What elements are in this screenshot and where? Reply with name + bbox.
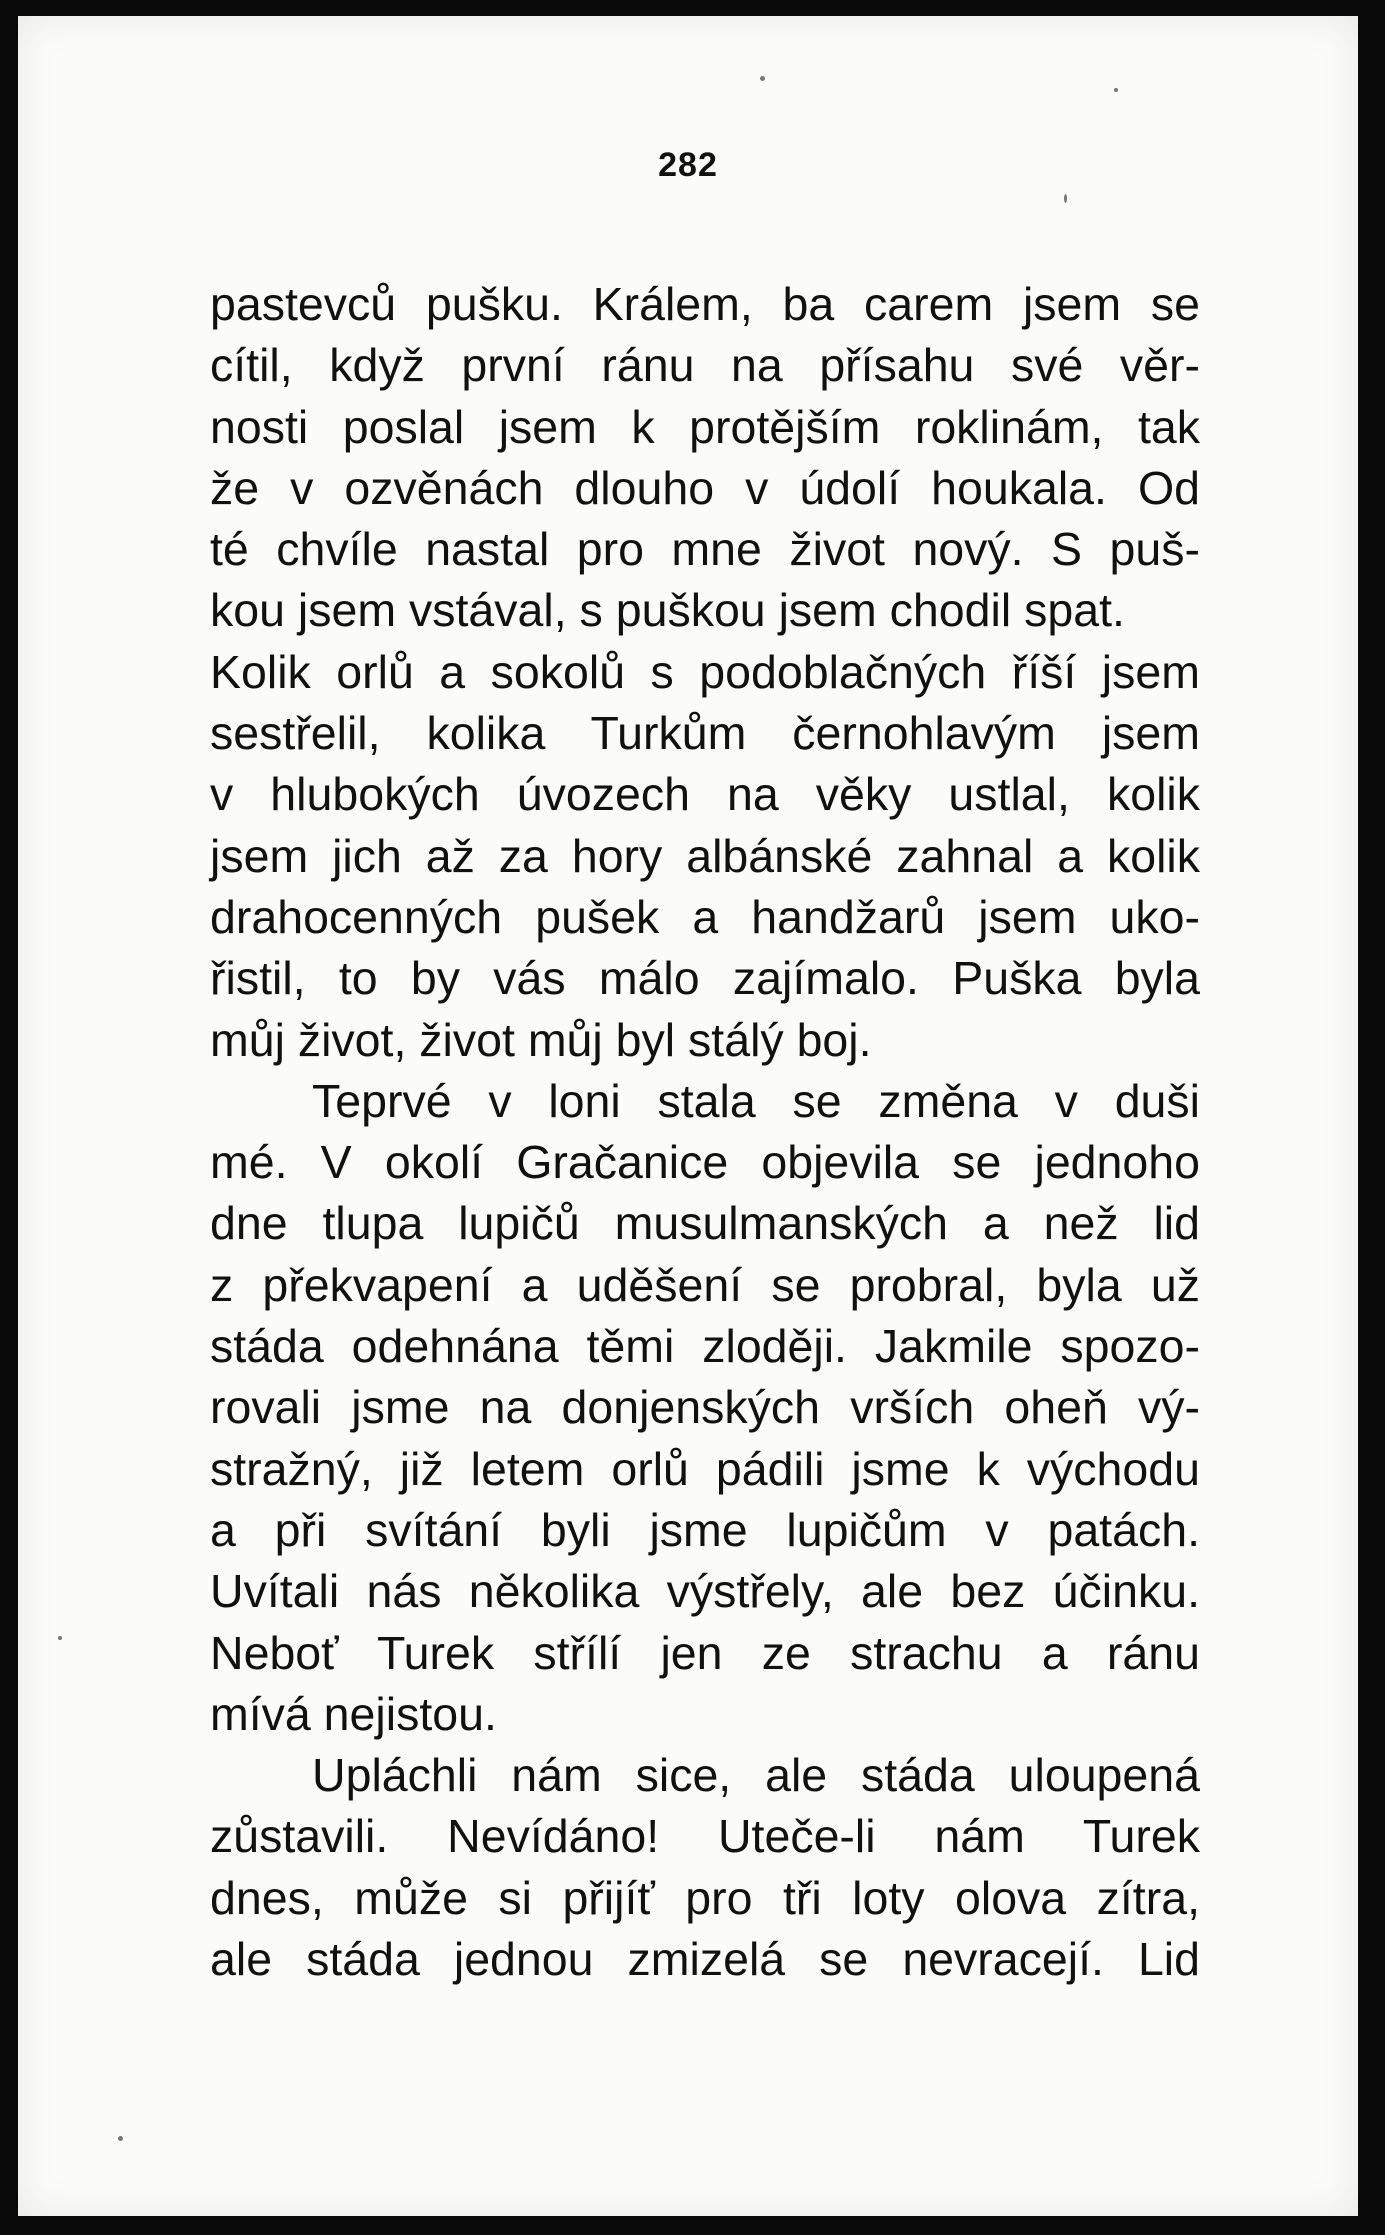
scan-speck xyxy=(760,76,765,81)
text-line: sestřelil, kolika Turkům černohlavým jsem xyxy=(210,707,1200,760)
text-line: Kolik orlů a sokolů s podoblačných říší jsem xyxy=(210,645,1200,698)
text-line: zůstavili. Nevídáno! Uteče-li nám Turek xyxy=(210,1810,1200,1863)
text-line: jsem jich až za hory albánské zahnal a kolik xyxy=(210,829,1200,882)
text-line: z překvapení a uděšení se probral, byla už xyxy=(210,1258,1200,1311)
text-line: Uvítali nás několika výstřely, ale bez účinku. xyxy=(210,1565,1200,1618)
body-text xyxy=(210,274,1200,1990)
text-line: Upláchli nám sice, ale stáda uloupená xyxy=(312,1749,1200,1802)
text-line: kou jsem vstával, s puškou jsem chodil spat. xyxy=(210,584,1125,637)
text-line: Neboť Turek střílí jen ze strachu a ránu xyxy=(210,1626,1200,1679)
text-line: Teprvé v loni stala se změna v duši xyxy=(312,1074,1200,1127)
page-number: 282 xyxy=(658,146,718,184)
text-line: v hlubokých úvozech na věky ustlal, kolik xyxy=(210,768,1200,821)
text-line: a při svítání byli jsme lupičům v patách. xyxy=(210,1503,1200,1556)
text-line: cítil, když první ránu na přísahu své věr- xyxy=(210,339,1200,392)
text-line: pastevců pušku. Králem, ba carem jsem se xyxy=(210,278,1200,330)
text-line: řistil, to by vás málo zajímalo. Puška byla xyxy=(210,952,1200,1005)
text-line: ale stáda jednou zmizelá se nevracejí. Lid xyxy=(210,1933,1200,1986)
text-line: nosti poslal jsem k protějším roklinám, tak xyxy=(210,400,1200,453)
text-line: dne tlupa lupičů musulmanských a než lid xyxy=(210,1197,1200,1250)
text-line: můj život, život můj byl stálý boj. xyxy=(210,1013,872,1066)
scan-speck xyxy=(1114,88,1118,92)
text-line: stáda odehnána těmi zloději. Jakmile spozo- xyxy=(210,1320,1200,1373)
scan-speck xyxy=(58,1636,62,1640)
text-line: že v ozvěnách dlouho v údolí houkala. Od xyxy=(210,461,1200,514)
text-line: drahocenných pušek a handžarů jsem uko- xyxy=(210,890,1200,943)
text-line: dnes, může si přijíť pro tři loty olova zítra, xyxy=(210,1871,1200,1924)
text-line: stražný, již letem orlů pádili jsme k východu xyxy=(210,1442,1200,1495)
scan-speck xyxy=(1064,194,1067,203)
scan-speck xyxy=(118,2136,123,2141)
text-line: té chvíle nastal pro mne život nový. S puš- xyxy=(210,523,1200,576)
book-page xyxy=(18,16,1358,2216)
text-line: mívá nejistou. xyxy=(210,1687,497,1740)
text-line: rovali jsme na donjenských vrších oheň vý- xyxy=(210,1381,1200,1434)
text-line: mé. V okolí Gračanice objevila se jednoho xyxy=(210,1136,1200,1189)
